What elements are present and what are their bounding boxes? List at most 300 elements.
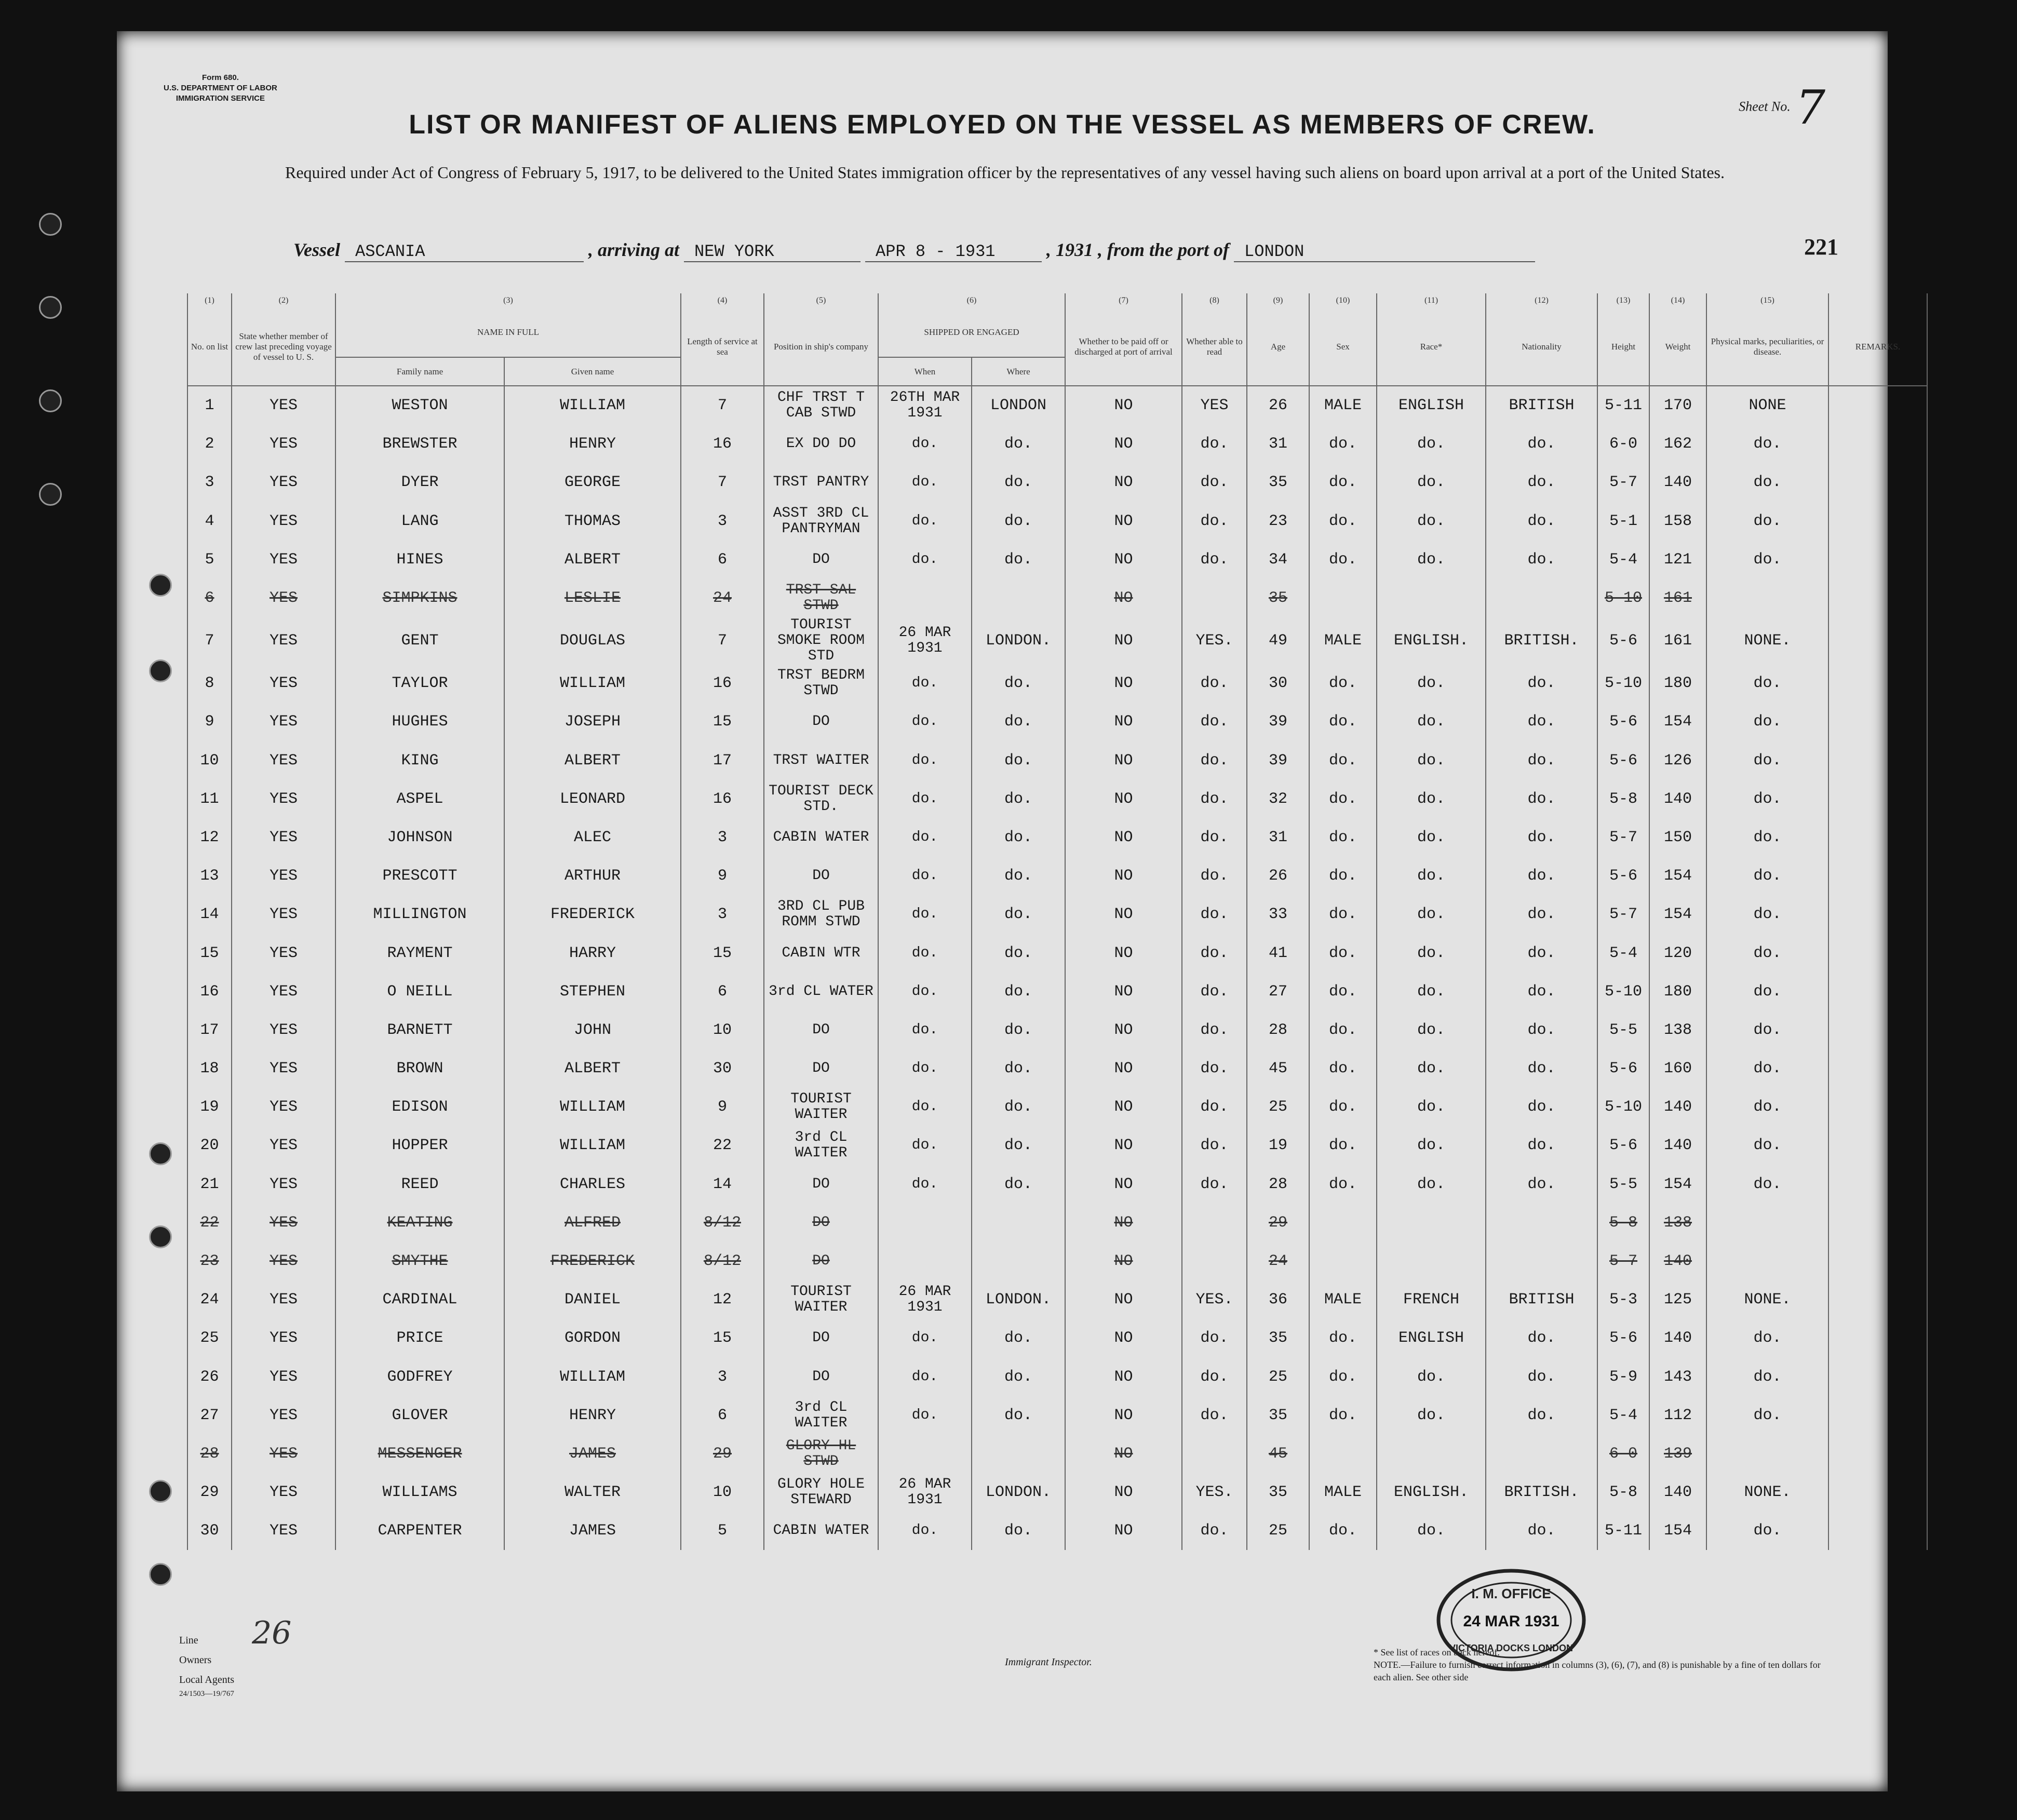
cell-state: YES <box>232 425 335 463</box>
cell-length: 15 <box>681 934 764 972</box>
cell-remarks <box>1828 1088 1927 1126</box>
cell-weight: 121 <box>1649 541 1706 579</box>
cell-sex: do. <box>1309 818 1377 857</box>
cell-read: do. <box>1182 541 1247 579</box>
cell-state: YES <box>232 1396 335 1435</box>
cell-family: BREWSTER <box>335 425 504 463</box>
cell-where: do. <box>972 502 1065 541</box>
cell-where: do. <box>972 425 1065 463</box>
cell-paid: NO <box>1065 1358 1182 1396</box>
cell-family: SMYTHE <box>335 1242 504 1280</box>
cell-marks: do. <box>1706 973 1828 1011</box>
cell-given: FREDERICK <box>504 895 681 934</box>
cell-age: 45 <box>1247 1435 1309 1473</box>
line-label: Line <box>179 1635 198 1646</box>
cell-height: 5-7 <box>1597 895 1649 934</box>
cell-age: 28 <box>1247 1165 1309 1204</box>
cell-age: 32 <box>1247 780 1309 818</box>
cell-read: do. <box>1182 973 1247 1011</box>
cell-family: WILLIAMS <box>335 1473 504 1512</box>
cell-where: do. <box>972 934 1065 972</box>
cell-marks: do. <box>1706 1512 1828 1550</box>
cell-nationality: do. <box>1486 1049 1597 1088</box>
cell-where: do. <box>972 1126 1065 1165</box>
cell-remarks <box>1828 1396 1927 1435</box>
table-row <box>187 1512 1927 1550</box>
cell-sex: MALE <box>1309 1280 1377 1319</box>
cell-weight: 154 <box>1649 895 1706 934</box>
cell-read: do. <box>1182 703 1247 741</box>
cell-height: 5-4 <box>1597 1396 1649 1435</box>
cell-nationality: do. <box>1486 934 1597 972</box>
cell-remarks <box>1828 1165 1927 1204</box>
vessel-name: ASCANIA <box>345 242 584 262</box>
cell-where: do. <box>972 857 1065 895</box>
cell-weight: 161 <box>1649 617 1706 664</box>
cell-remarks <box>1828 617 1927 664</box>
cell-where: LONDON <box>972 386 1065 425</box>
cell-weight: 162 <box>1649 425 1706 463</box>
cell-age: 28 <box>1247 1011 1309 1049</box>
cell-marks <box>1706 1242 1828 1280</box>
cell-where: do. <box>972 818 1065 857</box>
stamp-date: 24 MAR 1931 <box>1463 1613 1559 1630</box>
cell-family: O NEILL <box>335 973 504 1011</box>
table-row <box>187 579 1927 617</box>
cell-when: do. <box>878 742 972 780</box>
cell-position: TRST WAITER <box>764 742 878 780</box>
cell-family: MESSENGER <box>335 1435 504 1473</box>
owners-label: Owners <box>179 1654 212 1666</box>
page-number: 221 <box>1804 234 1838 260</box>
cell-position: EX DO DO <box>764 425 878 463</box>
cell-remarks <box>1828 1049 1927 1088</box>
cell-state: YES <box>232 1473 335 1512</box>
cell-sex <box>1309 1242 1377 1280</box>
cell-age: 30 <box>1247 664 1309 703</box>
col-num: (7) <box>1065 293 1182 308</box>
cell-given: GEORGE <box>504 463 681 502</box>
cell-length: 15 <box>681 703 764 741</box>
cell-when <box>878 1435 972 1473</box>
cell-length: 7 <box>681 386 764 425</box>
cell-paid: NO <box>1065 1473 1182 1512</box>
col-read: Whether able to read <box>1182 308 1247 386</box>
cell-height: 5-6 <box>1597 857 1649 895</box>
cell-read: do. <box>1182 1049 1247 1088</box>
cell-position: DO <box>764 1242 878 1280</box>
cell-race: do. <box>1377 425 1486 463</box>
cell-age: 19 <box>1247 1126 1309 1165</box>
footer-labels <box>179 1630 234 1698</box>
cell-when: do. <box>878 818 972 857</box>
from-label: , from the port of <box>1098 239 1230 260</box>
cell-where <box>972 1204 1065 1242</box>
cell-where: do. <box>972 1011 1065 1049</box>
cell-nationality: do. <box>1486 502 1597 541</box>
table-row <box>187 818 1927 857</box>
cell-no: 23 <box>187 1242 232 1280</box>
cell-read: do. <box>1182 463 1247 502</box>
cell-family: BROWN <box>335 1049 504 1088</box>
crew-rows <box>187 386 1927 1550</box>
cell-no: 17 <box>187 1011 232 1049</box>
cell-weight: 140 <box>1649 1088 1706 1126</box>
cell-marks: do. <box>1706 502 1828 541</box>
col-nationality: Nationality <box>1486 308 1597 386</box>
cell-length: 24 <box>681 579 764 617</box>
cell-sex: do. <box>1309 1358 1377 1396</box>
cell-when <box>878 1204 972 1242</box>
cell-family: KING <box>335 742 504 780</box>
cell-when: do. <box>878 703 972 741</box>
cell-given: WALTER <box>504 1473 681 1512</box>
cell-remarks <box>1828 425 1927 463</box>
cell-position: 3RD CL PUB ROMM STWD <box>764 895 878 934</box>
cell-age: 25 <box>1247 1088 1309 1126</box>
cell-given: HARRY <box>504 934 681 972</box>
table-row <box>187 1088 1927 1126</box>
cell-nationality: do. <box>1486 818 1597 857</box>
cell-read <box>1182 1242 1247 1280</box>
cell-weight: 140 <box>1649 1473 1706 1512</box>
cell-nationality <box>1486 579 1597 617</box>
cell-race <box>1377 579 1486 617</box>
cell-state: YES <box>232 664 335 703</box>
cell-state: YES <box>232 463 335 502</box>
cell-height: 5-6 <box>1597 703 1649 741</box>
cell-sex: do. <box>1309 1512 1377 1550</box>
cell-nationality <box>1486 1204 1597 1242</box>
cell-paid: NO <box>1065 664 1182 703</box>
cell-height: 5-10 <box>1597 973 1649 1011</box>
cell-paid: NO <box>1065 1280 1182 1319</box>
cell-given: JAMES <box>504 1512 681 1550</box>
cell-no: 1 <box>187 386 232 425</box>
cell-length: 30 <box>681 1049 764 1088</box>
cell-length: 6 <box>681 1396 764 1435</box>
cell-height: 5-3 <box>1597 1280 1649 1319</box>
cell-height: 5-6 <box>1597 617 1649 664</box>
cell-family: GENT <box>335 617 504 664</box>
cell-where: do. <box>972 541 1065 579</box>
cell-position: CABIN WTR <box>764 934 878 972</box>
cell-sex: do. <box>1309 1319 1377 1357</box>
cell-length: 8/12 <box>681 1204 764 1242</box>
col-num <box>1828 293 1927 308</box>
cell-age: 39 <box>1247 703 1309 741</box>
cell-position: DO <box>764 1165 878 1204</box>
cell-length: 8/12 <box>681 1242 764 1280</box>
cell-position: CHF TRST T CAB STWD <box>764 386 878 425</box>
cell-state: YES <box>232 818 335 857</box>
cell-marks: do. <box>1706 1049 1828 1088</box>
cell-position: TRST SAL STWD <box>764 579 878 617</box>
cell-state: YES <box>232 1319 335 1357</box>
cell-age: 27 <box>1247 973 1309 1011</box>
cell-weight: 161 <box>1649 579 1706 617</box>
cell-no: 7 <box>187 617 232 664</box>
cell-family: TAYLOR <box>335 664 504 703</box>
cell-weight: 140 <box>1649 1242 1706 1280</box>
cell-state: YES <box>232 973 335 1011</box>
cell-marks: do. <box>1706 703 1828 741</box>
cell-marks: do. <box>1706 934 1828 972</box>
cell-height: 5-4 <box>1597 541 1649 579</box>
col-height: Height <box>1597 308 1649 386</box>
cell-read: YES. <box>1182 1280 1247 1319</box>
cell-read: do. <box>1182 742 1247 780</box>
cell-race: ENGLISH. <box>1377 1473 1486 1512</box>
cell-given: ALFRED <box>504 1204 681 1242</box>
cell-family: GODFREY <box>335 1358 504 1396</box>
cell-remarks <box>1828 1512 1927 1550</box>
cell-where: LONDON. <box>972 1473 1065 1512</box>
table-row <box>187 742 1927 780</box>
cell-length: 10 <box>681 1473 764 1512</box>
cell-nationality: do. <box>1486 742 1597 780</box>
crew-table <box>187 293 1928 1550</box>
cell-height: 5-10 <box>1597 664 1649 703</box>
cell-race: do. <box>1377 1126 1486 1165</box>
cell-no: 12 <box>187 818 232 857</box>
cell-nationality <box>1486 1435 1597 1473</box>
table-row <box>187 1473 1927 1512</box>
cell-sex: do. <box>1309 664 1377 703</box>
cell-read: do. <box>1182 1011 1247 1049</box>
cell-height: 5-1 <box>1597 502 1649 541</box>
cell-length: 10 <box>681 1011 764 1049</box>
cell-no: 5 <box>187 541 232 579</box>
cell-nationality: do. <box>1486 1358 1597 1396</box>
cell-when: 26 MAR 1931 <box>878 617 972 664</box>
cell-family: DYER <box>335 463 504 502</box>
cell-position: DO <box>764 1049 878 1088</box>
cell-length: 16 <box>681 425 764 463</box>
cell-weight: 154 <box>1649 703 1706 741</box>
cell-family: JOHNSON <box>335 818 504 857</box>
cell-remarks <box>1828 780 1927 818</box>
cell-race: do. <box>1377 502 1486 541</box>
cell-race: FRENCH <box>1377 1280 1486 1319</box>
cell-sex: do. <box>1309 1396 1377 1435</box>
cell-where: do. <box>972 895 1065 934</box>
cell-no: 9 <box>187 703 232 741</box>
cell-paid: NO <box>1065 1165 1182 1204</box>
table-row <box>187 780 1927 818</box>
cell-nationality: do. <box>1486 1396 1597 1435</box>
cell-state: YES <box>232 1126 335 1165</box>
col-name: NAME IN FULL <box>335 308 681 357</box>
cell-paid: NO <box>1065 818 1182 857</box>
cell-marks: do. <box>1706 1358 1828 1396</box>
cell-remarks <box>1828 463 1927 502</box>
cell-paid: NO <box>1065 1242 1182 1280</box>
cell-read: YES <box>1182 386 1247 425</box>
col-no: No. on list <box>187 308 232 386</box>
cell-state: YES <box>232 703 335 741</box>
cell-no: 2 <box>187 425 232 463</box>
cell-no: 22 <box>187 1204 232 1242</box>
cell-state: YES <box>232 857 335 895</box>
cell-where: do. <box>972 1319 1065 1357</box>
cell-state: YES <box>232 742 335 780</box>
cell-read <box>1182 579 1247 617</box>
cell-no: 29 <box>187 1473 232 1512</box>
cell-weight: 140 <box>1649 780 1706 818</box>
cell-nationality <box>1486 1242 1597 1280</box>
vessel-label: Vessel <box>293 239 340 260</box>
cell-given: WILLIAM <box>504 1088 681 1126</box>
cell-age: 31 <box>1247 425 1309 463</box>
cell-length: 29 <box>681 1435 764 1473</box>
cell-age: 31 <box>1247 818 1309 857</box>
cell-age: 23 <box>1247 502 1309 541</box>
table-row <box>187 463 1927 502</box>
cell-sex: do. <box>1309 541 1377 579</box>
cell-remarks <box>1828 895 1927 934</box>
cell-paid: NO <box>1065 1319 1182 1357</box>
cell-weight: 180 <box>1649 664 1706 703</box>
cell-given: GORDON <box>504 1319 681 1357</box>
cell-given: WILLIAM <box>504 386 681 425</box>
cell-sex: MALE <box>1309 617 1377 664</box>
cell-age: 24 <box>1247 1242 1309 1280</box>
cell-weight: 154 <box>1649 857 1706 895</box>
cell-when: do. <box>878 1512 972 1550</box>
table-row <box>187 1126 1927 1165</box>
cell-race: do. <box>1377 973 1486 1011</box>
inspector-label: Immigrant Inspector. <box>1005 1656 1092 1668</box>
cell-remarks <box>1828 664 1927 703</box>
cell-height: 5-6 <box>1597 1049 1649 1088</box>
col-num: (12) <box>1486 293 1597 308</box>
cell-state: YES <box>232 1242 335 1280</box>
table-row <box>187 895 1927 934</box>
cell-position: TOURIST SMOKE ROOM STD <box>764 617 878 664</box>
cell-paid: NO <box>1065 463 1182 502</box>
cell-sex <box>1309 1435 1377 1473</box>
cell-nationality: do. <box>1486 973 1597 1011</box>
cell-length: 6 <box>681 541 764 579</box>
cell-length: 14 <box>681 1165 764 1204</box>
table-row <box>187 703 1927 741</box>
cell-state: YES <box>232 502 335 541</box>
cell-race: do. <box>1377 1396 1486 1435</box>
sheet-value: 7 <box>1795 80 1825 135</box>
year-label: , 1931 <box>1046 239 1094 260</box>
cell-no: 6 <box>187 579 232 617</box>
cell-weight: 150 <box>1649 818 1706 857</box>
cell-family: GLOVER <box>335 1396 504 1435</box>
cell-age: 35 <box>1247 1396 1309 1435</box>
cell-paid: NO <box>1065 425 1182 463</box>
cell-weight: 138 <box>1649 1204 1706 1242</box>
cell-family: WESTON <box>335 386 504 425</box>
cell-race: do. <box>1377 818 1486 857</box>
cell-sex: do. <box>1309 1049 1377 1088</box>
cell-remarks <box>1828 857 1927 895</box>
cell-weight: 139 <box>1649 1435 1706 1473</box>
cell-height: 5-7 <box>1597 1242 1649 1280</box>
cell-given: DOUGLAS <box>504 617 681 664</box>
cell-marks: NONE <box>1706 386 1828 425</box>
cell-given: THOMAS <box>504 502 681 541</box>
cell-weight: 143 <box>1649 1358 1706 1396</box>
cell-given: ALBERT <box>504 1049 681 1088</box>
cell-height: 5-8 <box>1597 1473 1649 1512</box>
cell-nationality: do. <box>1486 1011 1597 1049</box>
cell-family: BARNETT <box>335 1011 504 1049</box>
cell-when: do. <box>878 895 972 934</box>
cell-remarks <box>1828 1011 1927 1049</box>
manifest-sheet <box>117 31 1901 1791</box>
cell-length: 6 <box>681 973 764 1011</box>
cell-paid: NO <box>1065 386 1182 425</box>
cell-sex: MALE <box>1309 386 1377 425</box>
cell-marks: do. <box>1706 1126 1828 1165</box>
cell-remarks <box>1828 1126 1927 1165</box>
table-row <box>187 1280 1927 1319</box>
cell-weight: 160 <box>1649 1049 1706 1088</box>
cell-remarks <box>1828 1473 1927 1512</box>
cell-nationality: do. <box>1486 895 1597 934</box>
cell-sex: do. <box>1309 425 1377 463</box>
cell-race: do. <box>1377 1358 1486 1396</box>
cell-race: do. <box>1377 703 1486 741</box>
cell-paid: NO <box>1065 617 1182 664</box>
col-num: (8) <box>1182 293 1247 308</box>
cell-height: 5-8 <box>1597 780 1649 818</box>
form-header <box>164 73 277 104</box>
cell-read: do. <box>1182 934 1247 972</box>
cell-family: ASPEL <box>335 780 504 818</box>
cell-sex: do. <box>1309 1011 1377 1049</box>
cell-race: do. <box>1377 1011 1486 1049</box>
cell-family: EDISON <box>335 1088 504 1126</box>
cell-given: WILLIAM <box>504 1126 681 1165</box>
cell-height: 5-5 <box>1597 1165 1649 1204</box>
cell-height: 5-6 <box>1597 1126 1649 1165</box>
cell-marks: do. <box>1706 895 1828 934</box>
cell-no: 13 <box>187 857 232 895</box>
cell-race: do. <box>1377 463 1486 502</box>
col-num: (11) <box>1377 293 1486 308</box>
cell-read <box>1182 1204 1247 1242</box>
cell-state: YES <box>232 1011 335 1049</box>
cell-paid: NO <box>1065 1204 1182 1242</box>
cell-paid: NO <box>1065 579 1182 617</box>
cell-length: 15 <box>681 1319 764 1357</box>
cell-no: 27 <box>187 1396 232 1435</box>
page-subtitle: Required under Act of Congress of February 5, 1917, to be delivered to the United States immigration officer by the representatives of any vessel having such aliens on board upon arrival at a port of the United States. <box>285 163 1725 182</box>
cell-marks: do. <box>1706 780 1828 818</box>
cell-nationality: BRITISH. <box>1486 1473 1597 1512</box>
cell-marks: NONE. <box>1706 1473 1828 1512</box>
cell-position: DO <box>764 857 878 895</box>
cell-age: 33 <box>1247 895 1309 934</box>
penalty-note: NOTE.—Failure to furnish correct information in columns (3), (6), (7), and (8) is punishable by a fine of ten dollars for each alien. See other side <box>1374 1660 1821 1682</box>
cell-state: YES <box>232 617 335 664</box>
cell-when: do. <box>878 502 972 541</box>
cell-position: DO <box>764 1358 878 1396</box>
cell-paid: NO <box>1065 1396 1182 1435</box>
cell-where: do. <box>972 1088 1065 1126</box>
cell-position: TOURIST DECK STD. <box>764 780 878 818</box>
cell-family: PRESCOTT <box>335 857 504 895</box>
cell-sex <box>1309 579 1377 617</box>
cell-no: 30 <box>187 1512 232 1550</box>
